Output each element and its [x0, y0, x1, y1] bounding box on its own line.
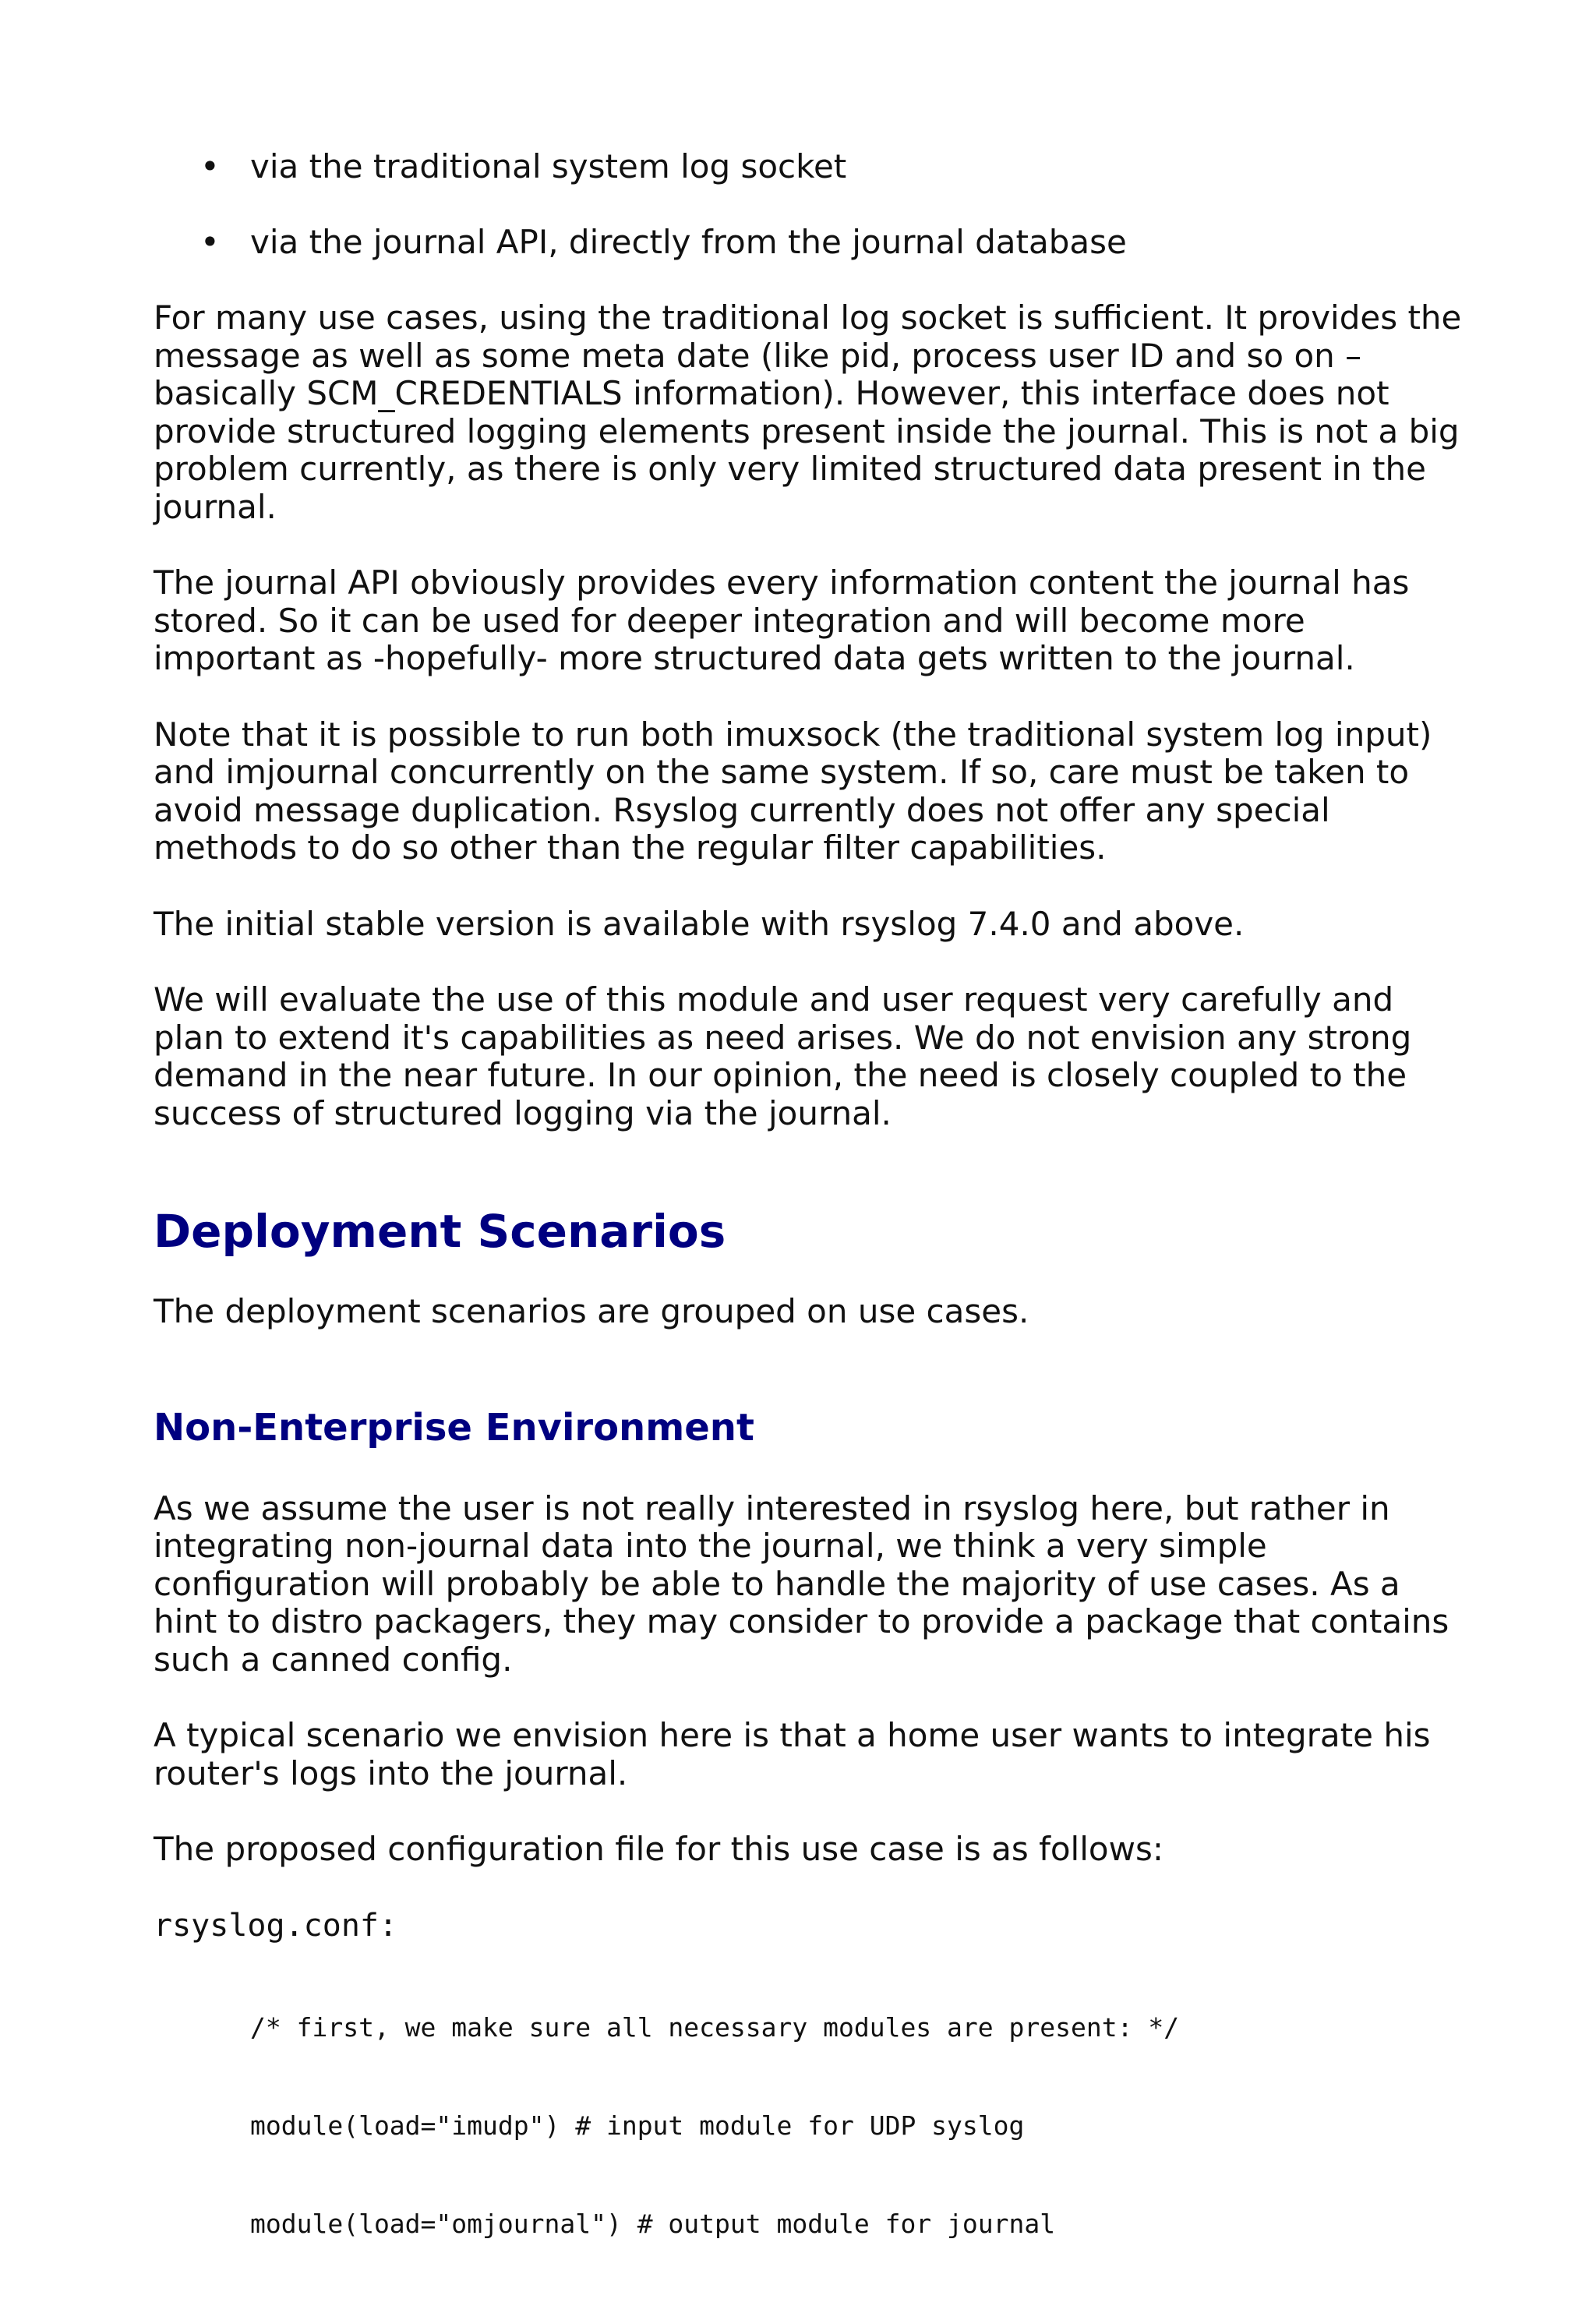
- section-intro: [154, 1293, 1463, 1331]
- code-line: /* first, we make sure all necessary modules are present: */: [250, 2011, 1180, 2043]
- paragraph-line: We will evaluate the use of this module and user request very carefully and: [154, 980, 1394, 1019]
- paragraph-line: For many use cases, using the traditional log socket is sufficient. It provides the: [154, 298, 1462, 337]
- bullet-list: [154, 148, 1463, 261]
- paragraph-stable-version: [154, 906, 1463, 944]
- paragraph-line: such a canned config.: [154, 1640, 513, 1679]
- code-block: [250, 1946, 1463, 2306]
- section-heading: Deployment Scenarios: [154, 1205, 726, 1258]
- paragraph-line: problem currently, as there is only very limited structured data present in the: [154, 450, 1426, 488]
- paragraph-line: methods to do so other than the regular filter capabilities.: [154, 828, 1107, 867]
- paragraph-line: configuration will probably be able to handle the majority of use cases. As a: [154, 1564, 1400, 1603]
- bullet-text: via the traditional system log socket: [250, 147, 847, 185]
- paragraph-evaluation: [154, 981, 1463, 1132]
- paragraph-line: avoid message duplication. Rsyslog currently does not offer any special: [154, 790, 1330, 829]
- paragraph-line: message as well as some meta date (like pid, process user ID and so on –: [154, 336, 1362, 375]
- paragraph-line: A typical scenario we envision here is that a home user wants to integrate his: [154, 1716, 1431, 1754]
- paragraph-line: Note that it is possible to run both imuxsock (the traditional system log input): [154, 715, 1432, 754]
- paragraph-proposed-config: [154, 1831, 1463, 1869]
- paragraph-line: success of structured logging via the journal.: [154, 1093, 892, 1132]
- code-label: rsyslog.conf:: [154, 1907, 398, 1944]
- paragraph-line: hint to distro packagers, they may consider to provide a package that contains: [154, 1602, 1449, 1640]
- paragraph-line: As we assume the user is not really interested in rsyslog here, but rather in: [154, 1488, 1390, 1527]
- paragraph-line: The journal API obviously provides every information content the journal has: [154, 563, 1410, 602]
- subsection-heading: Non-Enterprise Environment: [154, 1405, 754, 1450]
- paragraph-line: integrating non-journal data into the journal, we think a very simple: [154, 1527, 1267, 1565]
- paragraph-line: basically SCM_CREDENTIALS information). However, this interface does not: [154, 374, 1389, 412]
- paragraph-concurrent-inputs: [154, 716, 1463, 867]
- paragraph-line: The deployment scenarios are grouped on use cases.: [154, 1292, 1029, 1330]
- paragraph-line: The proposed configuration file for this use case is as follows:: [154, 1830, 1163, 1868]
- paragraph-log-socket: [154, 299, 1463, 526]
- bullet-dot-icon: •: [200, 147, 220, 185]
- code-line: module(load="omjournal") # output module for journal: [250, 2208, 1056, 2239]
- paragraph-journal-api: [154, 564, 1463, 678]
- bullet-item: [154, 148, 1463, 185]
- paragraph-line: provide structured logging elements present inside the journal. This is not a big: [154, 411, 1460, 450]
- document-content: [154, 148, 1463, 2306]
- paragraph-line: plan to extend it's capabilities as need arises. We do not envision any strong: [154, 1018, 1412, 1057]
- bullet-text: via the journal API, directly from the journal database: [250, 223, 1127, 261]
- paragraph-line: demand in the near future. In our opinion, the need is closely coupled to the: [154, 1056, 1407, 1094]
- bullet-item: [154, 224, 1463, 261]
- paragraph-typical-scenario: [154, 1717, 1463, 1792]
- paragraph-line: The initial stable version is available with rsyslog 7.4.0 and above.: [154, 904, 1245, 943]
- bullet-dot-icon: •: [200, 223, 220, 261]
- paragraph-line: stored. So it can be used for deeper integration and will become more: [154, 601, 1305, 640]
- paragraph-non-enterprise: [154, 1490, 1463, 1679]
- paragraph-line: important as -hopefully- more structured data gets written to the journal.: [154, 639, 1355, 677]
- paragraph-line: and imjournal concurrently on the same system. If so, care must be taken to: [154, 753, 1410, 791]
- paragraph-line: router's logs into the journal.: [154, 1753, 628, 1792]
- code-line: module(load="imudp") # input module for UDP syslog: [250, 2110, 1025, 2141]
- paragraph-line: journal.: [154, 487, 277, 526]
